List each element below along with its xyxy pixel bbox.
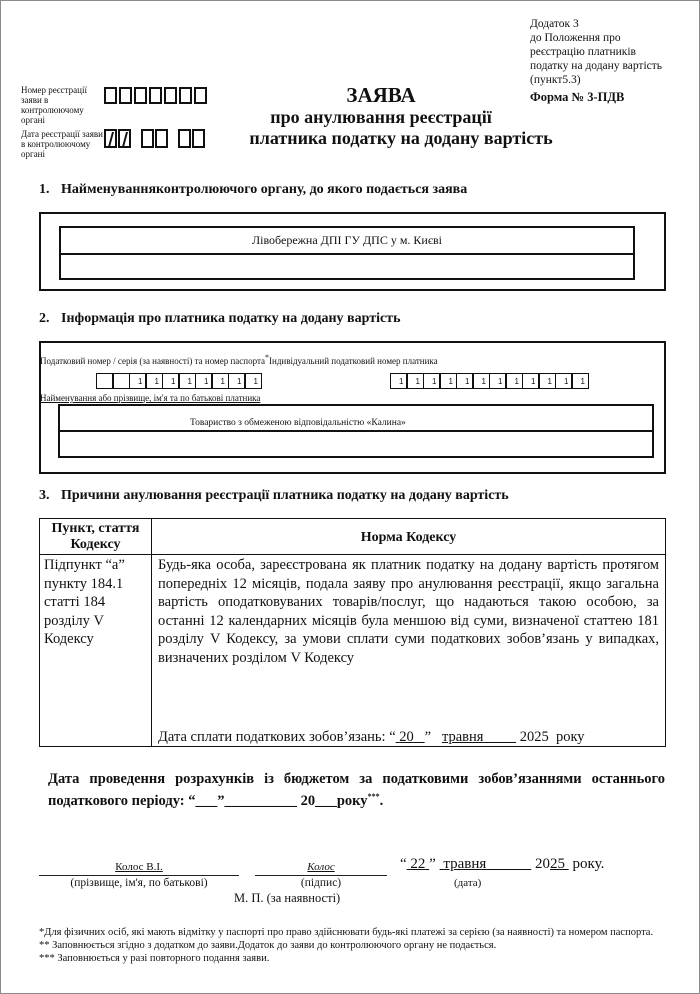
tax-number-digit[interactable]	[96, 373, 114, 389]
appendix-line: до Положення про	[530, 32, 621, 44]
tax-number-boxes[interactable]	[97, 373, 262, 389]
tax-number-digit[interactable]: 1	[195, 373, 213, 389]
registration-number-box[interactable]	[104, 87, 117, 104]
registration-date-box[interactable]	[141, 129, 154, 148]
ipn-boxes[interactable]	[391, 373, 589, 389]
registration-date-month[interactable]	[141, 129, 168, 148]
title-line-2: про анулювання реєстрації	[270, 107, 492, 127]
signature-field[interactable]	[255, 861, 387, 876]
payment-day[interactable]: 20	[399, 728, 414, 745]
ipn-digit[interactable]: 1	[423, 373, 441, 389]
tax-number-digit[interactable]: 1	[145, 373, 163, 389]
payer-name-value[interactable]: Товариство з обмеженою відповідальністю «Калина»	[60, 406, 652, 432]
form-number: Форма № 3-ПДВ	[530, 90, 625, 104]
signature-value: Колос	[307, 861, 335, 873]
payer-name-extra[interactable]	[60, 432, 652, 456]
appendix-line: реєстрацію платників	[530, 46, 636, 58]
payer-name-label: Найменування або прізвище, ім'я та по батькові платника	[40, 393, 261, 403]
reasons-table	[39, 518, 666, 747]
footnote-mark: *	[265, 353, 270, 362]
table-row	[40, 555, 666, 747]
payment-year-suffix: року	[555, 728, 585, 745]
signature-year-suffix[interactable]: 25	[550, 856, 565, 872]
table-header-row	[40, 519, 666, 555]
section-3-heading	[39, 488, 509, 504]
section-title: Найменуванняконтролюючого органу, до якого подається заява	[61, 182, 468, 197]
tax-number-digit[interactable]: 1	[211, 373, 229, 389]
registration-number-label: Номер реєстрації заяви в контролюючому органі	[21, 85, 87, 125]
signature-date-word: року.	[572, 856, 605, 872]
section-title: Причини анулювання реєстрації платника податку на додану вартість	[61, 488, 509, 503]
footnote: *Для фізичних осіб, які мають відмітку у паспорті про право здійснювати будь-які платежі за серією (за наявності) та номером паспорта.	[39, 927, 654, 938]
signature-month[interactable]: травня	[443, 856, 487, 872]
section-number: 3.	[39, 488, 50, 503]
appendix-note	[530, 17, 695, 87]
section-number: 1.	[39, 182, 50, 197]
appendix-line: (пункт5.3)	[530, 74, 581, 86]
tax-number-label-text: Податковий номер / серія (за наявності) та номер паспорта	[40, 356, 266, 366]
column-header-norm: Норма Кодексу	[152, 519, 666, 555]
footnotes	[39, 926, 669, 965]
settlement-end: .	[379, 792, 384, 809]
ipn-digit[interactable]: 1	[439, 373, 457, 389]
norm-text: Будь-яка особа, зареєстрована як платник податку на додану вартість протягом попередніх 12 місяців, подала заяву про анулювання реєстрації, якщо загальна вартість оподатковуваних товарів/послуг, що надаються такою особою, за останні 12 календарних місяців була меншою від суми, визначеної статтею 181 розділу V Кодексу, за умови сплати суми податкових зобов’язань у випадках, визначених розділом V Кодексу	[158, 557, 659, 666]
ipn-digit[interactable]: 1	[555, 373, 573, 389]
article-cell: Підпункт “а” пункту 184.1 статті 184 розділу V Кодексу	[40, 555, 152, 747]
signature-date[interactable]: “ 22 ” травня 2025 року.	[400, 856, 605, 872]
section-title: Інформація про платника податку на додану вартість	[61, 311, 401, 326]
authority-extra-field[interactable]	[61, 255, 633, 280]
authority-name-field[interactable]: Лівобережна ДПІ ГУ ДПС у м. Києві	[61, 228, 633, 255]
payment-month[interactable]: травня	[441, 728, 484, 745]
signer-name-field[interactable]	[39, 861, 239, 876]
appendix-line: податку на додану вартість	[530, 60, 663, 72]
ipn-digit[interactable]: 1	[406, 373, 424, 389]
stamp-caption: М. П. (за наявності)	[234, 891, 341, 905]
registration-number-box[interactable]	[164, 87, 177, 104]
registration-number-box[interactable]	[149, 87, 162, 104]
footnote: ** Заповнюється згідно з додатком до заяви.Додаток до заяви до контролюючого органу не подається.	[39, 940, 497, 951]
ipn-label: Індивідуальний податковий номер платника	[269, 356, 438, 366]
payer-name-field	[58, 404, 654, 458]
ipn-digit[interactable]: 1	[571, 373, 589, 389]
authority-box	[39, 212, 666, 291]
ipn-digit[interactable]: 1	[390, 373, 408, 389]
tax-number-digit[interactable]: 1	[228, 373, 246, 389]
ipn-digit[interactable]: 1	[472, 373, 490, 389]
registration-date-box[interactable]	[104, 129, 117, 148]
section-1-heading	[39, 182, 467, 198]
section-2-heading	[39, 311, 400, 327]
payment-date-label: Дата сплати податкових зобов’язань:	[158, 728, 386, 745]
registration-date-box[interactable]	[155, 129, 168, 148]
tax-number-digit[interactable]: 1	[129, 373, 147, 389]
settlement-text: Дата проведення розрахунків із бюджетом за податковими зобов’язаннями останнього податкового періоду: “___”__________ 20___року	[48, 771, 665, 809]
signature-day[interactable]: 22	[410, 856, 426, 872]
footnote-mark: ***	[367, 792, 380, 801]
column-header-article: Пункт, стаття Кодексу	[40, 519, 152, 555]
payment-date: Дата сплати податкових зобов’язань: “ 20 ” травня 2025 року	[158, 728, 585, 745]
payment-year[interactable]: 2025	[519, 728, 549, 745]
ipn-digit[interactable]: 1	[522, 373, 540, 389]
registration-number-box[interactable]	[119, 87, 132, 104]
authority-field	[59, 226, 635, 280]
footnote: *** Заповнюється у разі повторного подання заяви.	[39, 953, 270, 964]
ipn-digit[interactable]: 1	[505, 373, 523, 389]
tax-number-label	[40, 353, 438, 366]
date-caption: (дата)	[454, 877, 482, 889]
document-title	[181, 83, 581, 149]
ipn-digit[interactable]: 1	[489, 373, 507, 389]
norm-cell	[152, 555, 666, 747]
registration-date-box[interactable]	[118, 129, 131, 148]
title-line-3: платника податку на додану вартість	[249, 128, 553, 148]
tax-number-digit[interactable]	[112, 373, 130, 389]
ipn-digit[interactable]: 1	[538, 373, 556, 389]
tax-number-digit[interactable]: 1	[162, 373, 180, 389]
tax-number-digit[interactable]: 1	[244, 373, 262, 389]
settlement-date	[48, 770, 665, 810]
signature-caption: (підпис)	[300, 877, 342, 889]
title-line-1: ЗАЯВА	[346, 83, 416, 107]
registration-date-day[interactable]	[104, 129, 131, 148]
signer-name-caption: (прізвище, ім'я, по батькові)	[70, 877, 208, 889]
registration-number-box[interactable]	[134, 87, 147, 104]
signer-name: Колос В.І.	[115, 861, 163, 873]
signature-year-prefix: 20	[535, 856, 550, 872]
section-number: 2.	[39, 311, 50, 326]
ipn-digit[interactable]: 1	[456, 373, 474, 389]
tax-number-digit[interactable]: 1	[178, 373, 196, 389]
registration-date-label: Дата реєстрації заяви в контролюючому органі	[21, 129, 103, 159]
appendix-line: Додаток 3	[530, 18, 579, 30]
